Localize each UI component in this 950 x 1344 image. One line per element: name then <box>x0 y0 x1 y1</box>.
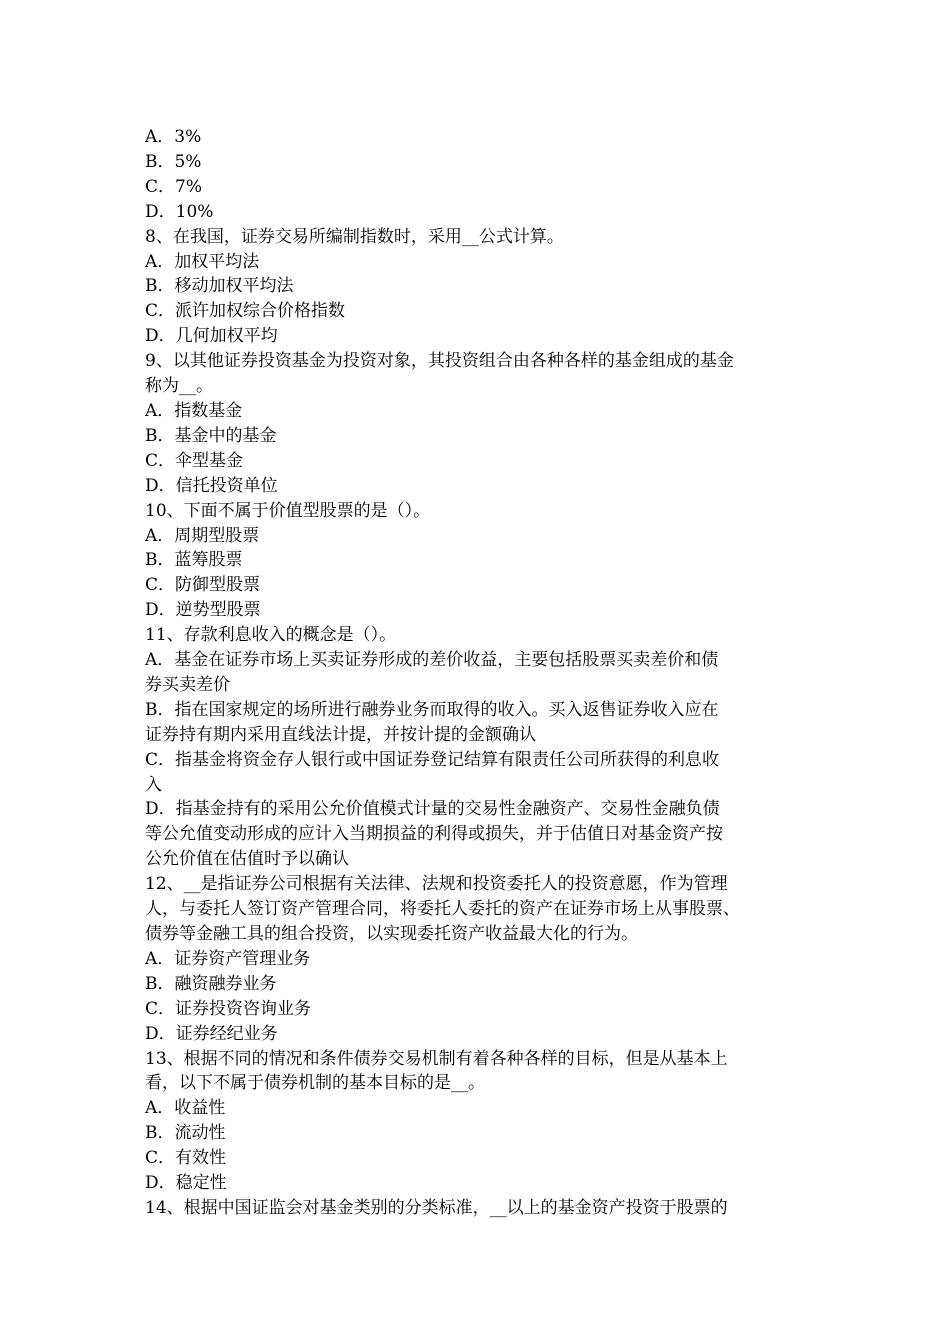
option-line: D．几何加权平均 <box>145 326 278 347</box>
option-line: D．10% <box>145 201 214 222</box>
option-line: D．指基金持有的采用公允价值模式计量的交易性金融资产、交易性金融负债 <box>145 799 720 820</box>
document-body <box>145 125 810 1221</box>
option-line: C．有效性 <box>145 1148 227 1169</box>
option-line: C．派许加权综合价格指数 <box>145 301 346 322</box>
question-13-cont: 看，以下不属于债券机制的基本目标的是__。 <box>145 1073 485 1094</box>
question-9: 9、以其他证券投资基金为投资对象，其投资组合由各种各样的基金组成的基金 <box>145 351 734 372</box>
option-line: B．5% <box>145 151 202 172</box>
option-line: A．证券资产管理业务 <box>145 948 311 969</box>
option-line: D．信托投资单位 <box>145 475 278 496</box>
option-line: B．融资融券业务 <box>145 973 277 994</box>
question-12-cont: 人，与委托人签订资产管理合同，将委托人委托的资产在证券市场上从事股票、 <box>145 899 740 920</box>
question-9-cont: 称为__。 <box>145 376 213 397</box>
option-line-cont: 券买卖差价 <box>145 674 230 695</box>
option-line: C．防御型股票 <box>145 575 261 596</box>
option-line: A．基金在证券市场上买卖证券形成的差价收益，主要包括股票买卖差价和债 <box>145 650 719 671</box>
option-line-cont: 公允价值在估值时予以确认 <box>145 849 349 870</box>
option-line-cont: 证券持有期内采用直线法计提，并按计提的金额确认 <box>145 724 536 745</box>
question-8: 8、在我国，证券交易所编制指数时，采用__公式计算。 <box>145 226 564 247</box>
option-line: D．逆势型股票 <box>145 600 261 621</box>
option-line: A．3% <box>145 127 202 147</box>
option-line: C．伞型基金 <box>145 450 244 471</box>
option-line: B．流动性 <box>145 1123 226 1144</box>
question-12: 12、__是指证券公司根据有关法律、法规和投资委托人的投资意愿，作为管理 <box>145 874 728 895</box>
option-line: D．证券经纪业务 <box>145 1023 278 1044</box>
option-line: C．证券投资咨询业务 <box>145 998 312 1019</box>
question-13: 13、根据不同的情况和条件债券交易机制有着各种各样的目标，但是从基本上 <box>145 1048 728 1069</box>
option-line: D．稳定性 <box>145 1173 227 1194</box>
option-line: A．收益性 <box>145 1098 226 1119</box>
option-line-cont: 入 <box>145 774 162 795</box>
option-line-cont: 等公允值变动形成的应计入当期损益的利得或损失，并于估值日对基金资产按 <box>145 824 723 845</box>
question-10: 10、下面不属于价值型股票的是（）。 <box>145 500 431 521</box>
option-line: B．蓝筹股票 <box>145 550 243 571</box>
option-line: C．7% <box>145 176 202 197</box>
question-14: 14、根据中国证监会对基金类别的分类标准，__以上的基金资产投资于股票的 <box>145 1197 728 1218</box>
option-line: A．周期型股票 <box>145 525 260 546</box>
option-line: A．加权平均法 <box>145 251 260 272</box>
option-line: B．移动加权平均法 <box>145 276 294 297</box>
question-11: 11、存款利息收入的概念是（）。 <box>145 625 397 646</box>
option-line: B．基金中的基金 <box>145 425 277 446</box>
option-line: C．指基金将资金存人银行或中国证券登记结算有限责任公司所获得的利息收 <box>145 749 720 770</box>
option-line: A．指数基金 <box>145 400 243 421</box>
option-line: B．指在国家规定的场所进行融券业务而取得的收入。买入返售证券收入应在 <box>145 699 719 720</box>
question-12-cont: 债券等金融工具的组合投资，以实现委托资产收益最大化的行为。 <box>145 924 638 944</box>
